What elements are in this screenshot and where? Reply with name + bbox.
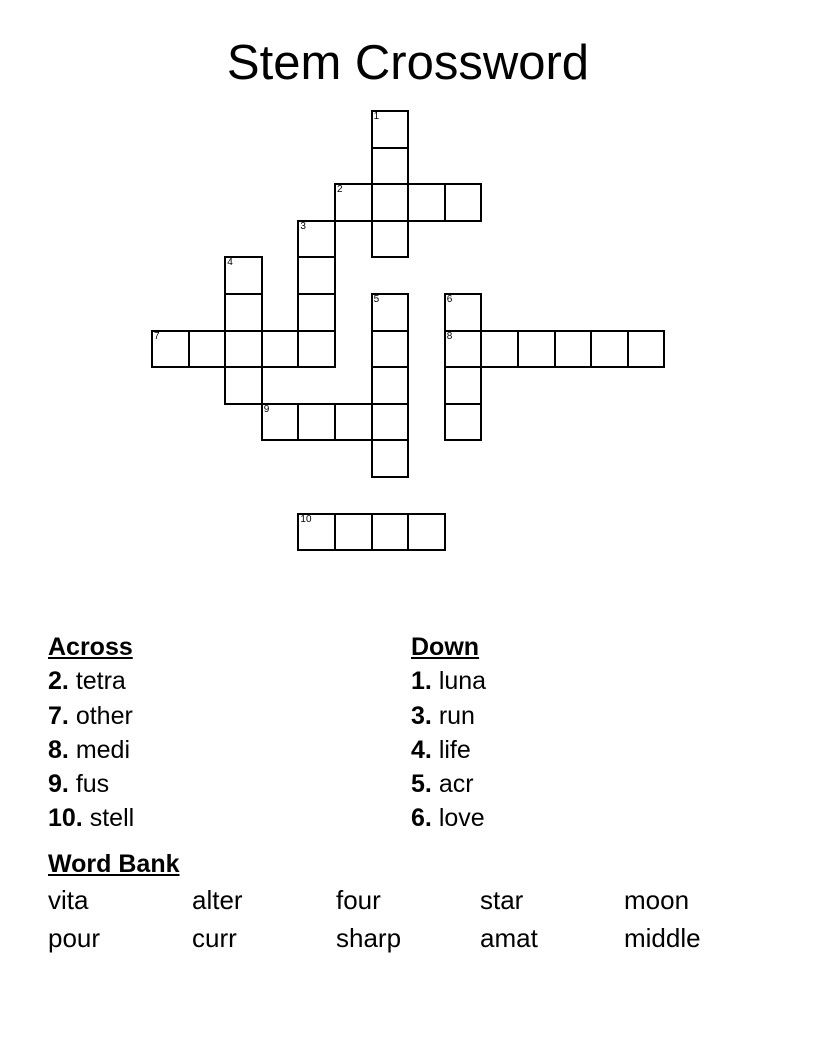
down-clue [411,733,486,767]
clue-text: acr [438,770,474,799]
across-clue [48,699,134,733]
crossword-cell[interactable] [444,293,483,332]
crossword-cell[interactable] [334,183,373,222]
down-clue [411,699,486,733]
crossword-cell[interactable] [371,513,410,552]
down-heading: Down [411,633,480,661]
across-clue [48,767,134,801]
crossword-cell[interactable] [297,293,336,332]
clue-number-label: 5. [411,770,432,799]
word-bank-item: amat [480,923,538,953]
clue-text: other [75,701,133,730]
across-clue [48,664,134,698]
word-bank-item: moon [624,885,690,915]
clue-number-label: 10. [48,804,83,833]
crossword-cell[interactable] [188,330,227,369]
crossword-cell[interactable] [371,220,410,259]
word-bank-item: middle [624,923,701,953]
crossword-cell[interactable] [297,330,336,369]
clue-number-label: 8. [48,735,69,764]
crossword-cell[interactable] [224,330,263,369]
clue-number: 1 [373,111,380,122]
clue-number-label: 2. [48,667,69,696]
word-bank-item: sharp [336,923,402,953]
clue-text: run [438,701,475,730]
word-bank-item: star [480,885,524,915]
clue-number: 5 [373,294,380,305]
crossword-cell[interactable] [261,403,300,442]
crossword-cell[interactable] [444,366,483,405]
across-clue [48,801,134,835]
crossword-cell[interactable] [297,403,336,442]
word-bank-item: four [336,885,381,915]
crossword-cell[interactable] [261,330,300,369]
clue-number-label: 9. [48,770,69,799]
crossword-cell[interactable] [371,110,410,149]
down-clue [411,664,486,698]
crossword-cell[interactable] [517,330,556,369]
crossword-cell[interactable] [334,513,373,552]
clue-text: love [438,804,485,833]
crossword-cell[interactable] [297,220,336,259]
clue-number: 4 [227,257,233,269]
clue-number-label: 1. [411,667,432,696]
crossword-cell[interactable] [224,256,263,295]
clue-number-label: 4. [411,735,432,764]
clue-text: medi [75,735,130,764]
crossword-cell[interactable] [371,330,410,369]
crossword-cell[interactable] [407,513,446,552]
clue-text: tetra [75,667,126,696]
clue-number-label: 6. [411,804,432,833]
clue-number-label: 7. [48,701,69,730]
crossword-cell[interactable] [371,403,410,442]
crossword-cell[interactable] [371,293,410,332]
crossword-cell[interactable] [371,439,410,478]
word-bank-heading: Word Bank [48,850,180,878]
clue-number: 10 [300,513,312,525]
crossword-cell[interactable] [590,330,629,369]
clue-number: 7 [154,330,160,342]
crossword-cell[interactable] [554,330,593,369]
crossword-cell[interactable] [444,183,483,222]
word-bank-item: curr [192,923,237,953]
word-bank-item: alter [192,885,243,915]
clue-text: fus [75,770,110,799]
clue-number: 6 [446,294,453,305]
crossword-cell[interactable] [151,330,190,369]
clue-text: life [438,735,471,764]
clue-number-label: 3. [411,701,432,730]
crossword-cell[interactable] [334,403,373,442]
across-clues [48,630,134,836]
crossword-cell[interactable] [371,366,410,405]
clue-number: 2 [337,184,343,196]
down-clue [411,767,486,801]
clue-text: luna [438,667,487,696]
word-bank-item: pour [48,923,101,953]
clue-number: 3 [300,220,306,232]
clue-number: 8 [446,330,453,342]
crossword-cell[interactable] [444,403,483,442]
clue-number: 9 [263,403,270,415]
down-clue [411,801,486,835]
crossword-cell[interactable] [371,183,410,222]
clue-text: stell [89,804,135,833]
across-heading: Across [48,633,133,661]
crossword-cell[interactable] [297,513,336,552]
crossword-cell[interactable] [627,330,666,369]
word-bank-item: vita [48,885,89,915]
down-clues [411,630,486,836]
crossword-cell[interactable] [371,147,410,186]
crossword-cell[interactable] [444,330,483,369]
crossword-cell[interactable] [480,330,519,369]
crossword-cell[interactable] [297,256,336,295]
crossword-cell[interactable] [224,293,263,332]
page-title: Stem Crossword [226,36,590,90]
crossword-cell[interactable] [224,366,263,405]
across-clue [48,733,134,767]
crossword-cell[interactable] [407,183,446,222]
